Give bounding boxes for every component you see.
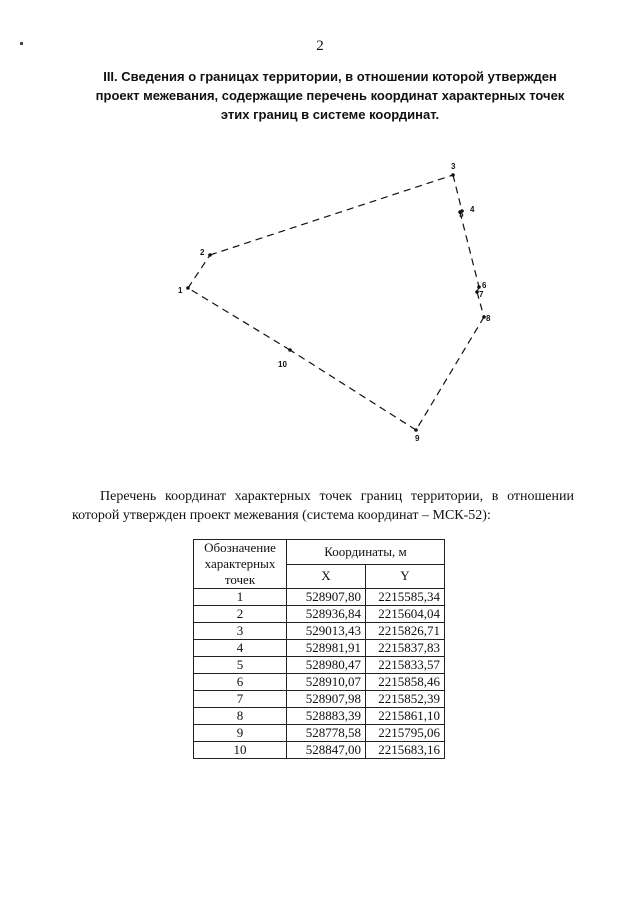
boundary-point-label: 6 [482, 281, 487, 290]
section-heading [70, 67, 590, 124]
x-coordinate-cell: 528981,91 [287, 640, 366, 657]
boundary-segment [188, 255, 210, 288]
heading-line-1: III. Сведения о границах территории, в отношении которой утвержден [103, 69, 557, 84]
page-number: 2 [316, 38, 324, 54]
table-row [194, 623, 445, 640]
header-point: Обозначение характерных точек [194, 540, 287, 589]
x-coordinate-cell: 528907,80 [287, 589, 366, 606]
table-row [194, 691, 445, 708]
x-coordinate-cell: 528847,00 [287, 742, 366, 759]
header-y: Y [366, 564, 445, 589]
point-number-cell: 5 [194, 657, 287, 674]
point-number-cell: 8 [194, 708, 287, 725]
point-number-cell: 10 [194, 742, 287, 759]
y-coordinate-cell: 2215826,71 [366, 623, 445, 640]
point-number-cell: 3 [194, 623, 287, 640]
header-x: X [287, 564, 366, 589]
y-coordinate-cell: 2215833,57 [366, 657, 445, 674]
point-number-cell: 1 [194, 589, 287, 606]
boundary-segment [460, 212, 479, 287]
table-row [194, 589, 445, 606]
coordinates-table [193, 539, 445, 759]
point-number-cell: 9 [194, 725, 287, 742]
boundary-segment [416, 317, 484, 430]
boundary-segment [188, 288, 290, 350]
boundary-point-marker [477, 285, 481, 289]
x-coordinate-cell: 528778,58 [287, 725, 366, 742]
boundary-point-marker [451, 173, 455, 177]
boundary-segment [290, 350, 416, 430]
point-number-cell: 2 [194, 606, 287, 623]
coordinates-rows [194, 589, 445, 759]
table-row [194, 640, 445, 657]
y-coordinate-cell: 2215604,04 [366, 606, 445, 623]
boundary-point-marker [288, 348, 292, 352]
y-coordinate-cell: 2215795,06 [366, 725, 445, 742]
table-caption [72, 487, 574, 525]
y-coordinate-cell: 2215837,83 [366, 640, 445, 657]
boundary-point-marker [186, 286, 190, 290]
table-row [194, 606, 445, 623]
point-number-cell: 4 [194, 640, 287, 657]
boundary-point-label: 9 [415, 434, 420, 443]
boundary-point-label: 1 [178, 286, 183, 295]
y-coordinate-cell: 2215852,39 [366, 691, 445, 708]
x-coordinate-cell: 528980,47 [287, 657, 366, 674]
boundary-point-marker [208, 253, 212, 257]
caption-text: Перечень координат характерных точек границ территории, в отношении которой утвержден проект межевания (система координат – МСК-52): [72, 489, 574, 523]
table-row [194, 725, 445, 742]
boundary-point-label: 4 [470, 205, 475, 214]
heading-line-2: проект межевания, содержащие перечень координат характерных точек [95, 88, 565, 103]
boundary-points [178, 162, 491, 443]
boundary-point-label: 8 [486, 314, 491, 323]
table-row [194, 674, 445, 691]
x-coordinate-cell: 528910,07 [287, 674, 366, 691]
y-coordinate-cell: 2215585,34 [366, 589, 445, 606]
y-coordinate-cell: 2215861,10 [366, 708, 445, 725]
boundary-segment [453, 175, 462, 211]
x-coordinate-cell: 529013,43 [287, 623, 366, 640]
boundary-point-label: 7 [479, 290, 484, 299]
x-coordinate-cell: 528907,98 [287, 691, 366, 708]
point-number-cell: 7 [194, 691, 287, 708]
table-row [194, 742, 445, 759]
boundary-point-label: 2 [200, 248, 205, 257]
heading-line-3: этих границ в системе координат. [220, 107, 440, 122]
boundary-plan [170, 155, 510, 455]
header-coordinates: Координаты, м [287, 540, 445, 565]
table-row [194, 708, 445, 725]
point-number-cell: 6 [194, 674, 287, 691]
boundary-point-label: 5 [459, 210, 464, 219]
x-coordinate-cell: 528883,39 [287, 708, 366, 725]
table-row [194, 657, 445, 674]
boundary-segment [210, 175, 453, 255]
y-coordinate-cell: 2215858,46 [366, 674, 445, 691]
x-coordinate-cell: 528936,84 [287, 606, 366, 623]
boundary-point-label: 10 [278, 360, 287, 369]
boundary-point-label: 3 [451, 162, 456, 171]
y-coordinate-cell: 2215683,16 [366, 742, 445, 759]
boundary-point-marker [414, 428, 418, 432]
boundary-lines [188, 175, 484, 430]
